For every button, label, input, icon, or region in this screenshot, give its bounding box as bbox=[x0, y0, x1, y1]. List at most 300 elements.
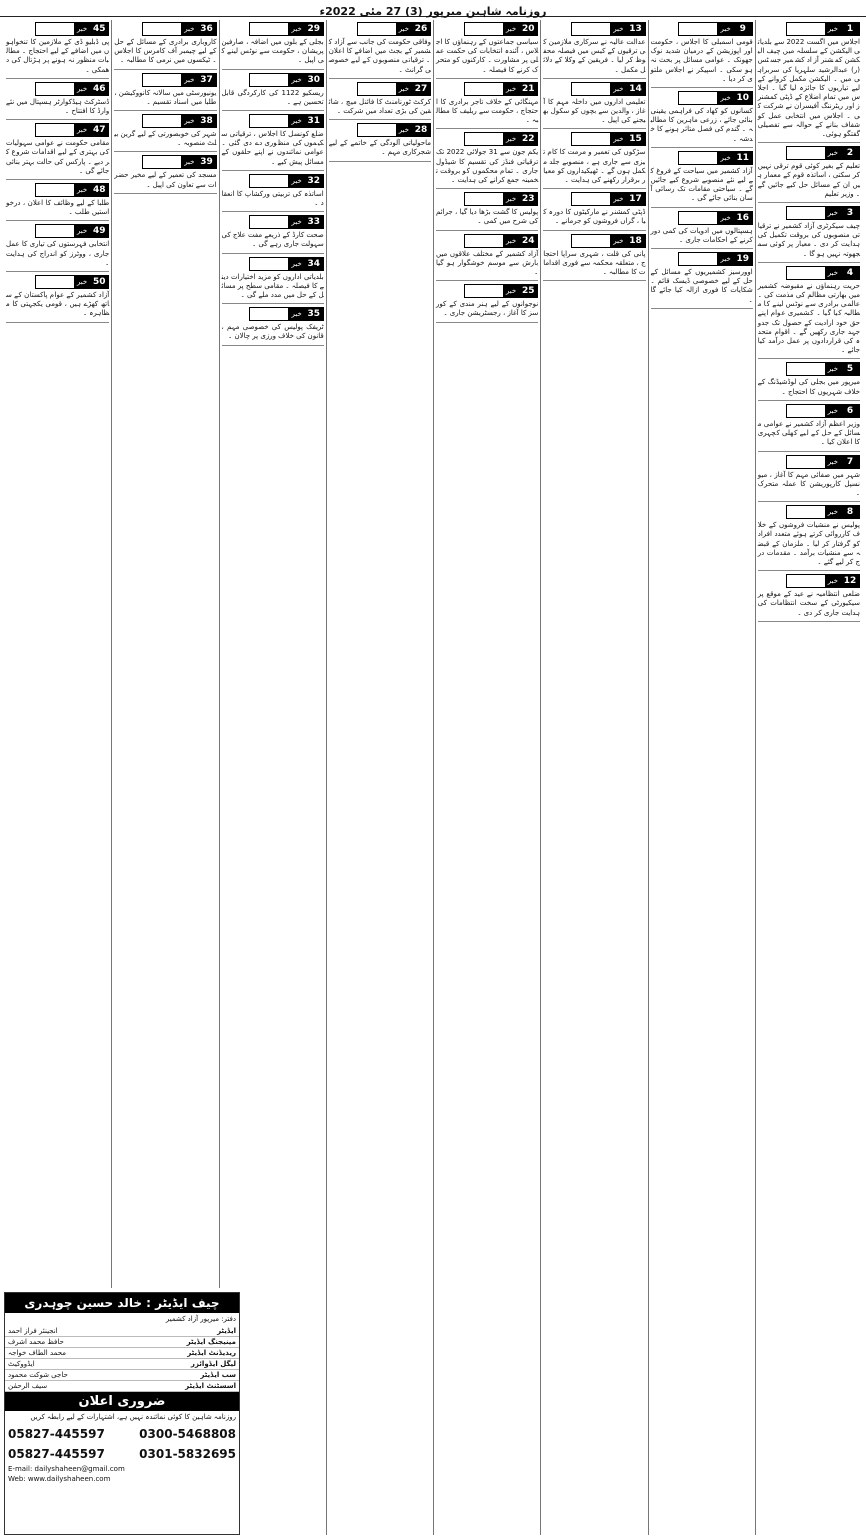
news-story bbox=[651, 22, 753, 84]
story-tag-label: خبر bbox=[826, 22, 840, 36]
story-number-tag bbox=[758, 404, 860, 418]
news-column bbox=[111, 20, 218, 1288]
news-story bbox=[543, 82, 645, 126]
story-divider bbox=[222, 170, 324, 171]
story-number-tag bbox=[114, 114, 216, 128]
story-number: 29 bbox=[304, 22, 324, 36]
staff-name: انجینئر فراز احمد bbox=[8, 1327, 58, 1335]
news-story bbox=[6, 224, 109, 268]
story-tag-label: خبر bbox=[611, 22, 625, 36]
story-tag-label: خبر bbox=[75, 224, 89, 238]
story-tag-box bbox=[357, 123, 397, 137]
story-text: میرپور میں بجلی کی لوڈشیڈنگ کے خلاف شہریوں کا احتجاج ۔ bbox=[757, 378, 860, 396]
news-story bbox=[6, 183, 109, 217]
news-story bbox=[758, 22, 860, 139]
story-number-tag bbox=[758, 505, 860, 519]
story-number: 30 bbox=[304, 73, 324, 87]
story-text: تعلیم کے بغیر کوئی قوم ترقی نہیں کر سکتی ، اساتذہ قوم کے معمار ہیں ان کے مسائل حل کیے جائیں گے ۔ وزیر تعلیم bbox=[757, 162, 860, 198]
story-tag-box bbox=[786, 266, 826, 280]
story-number-tag bbox=[758, 206, 860, 220]
story-text: پولیس نے منشیات فروشوں کے خلاف کارروائی کرتے ہوئے متعدد افراد کو گرفتار کر لیا ۔ ملزمان کے قبضہ سے منشیات برآمد ۔ مقدمات درج کر لیے گئے ۔ bbox=[757, 521, 860, 566]
story-divider bbox=[651, 248, 753, 249]
story-divider bbox=[329, 161, 431, 162]
story-text: عدالت عالیہ نے سرکاری ملازمین کی ترقیوں کے کیس میں فیصلہ محفوظ کر لیا ۔ فریقین کے وکلا کے دلائل مکمل ۔ bbox=[543, 38, 646, 74]
news-story bbox=[651, 252, 753, 305]
story-number: 1 bbox=[840, 22, 860, 36]
story-tag-label: خبر bbox=[182, 155, 196, 169]
story-divider bbox=[758, 570, 860, 571]
news-story bbox=[758, 404, 860, 448]
story-tag-label: خبر bbox=[718, 22, 732, 36]
story-tag-box bbox=[464, 82, 504, 96]
story-tag-box bbox=[357, 22, 397, 36]
story-text: بجلی کے بلوں میں اضافہ ، صارفین پریشان ، حکومت سے نوٹس لینے کی اپیل ۔ bbox=[221, 38, 324, 65]
story-text: یونیورسٹی میں سالانہ کانووکیشن ، طلبا میں اسناد تقسیم ۔ bbox=[114, 88, 217, 106]
story-number-tag bbox=[651, 91, 753, 105]
news-story bbox=[222, 174, 324, 208]
story-text: صحت کارڈ کے ذریعے مفت علاج کی سہولت جاری رہے گی ۔ bbox=[221, 231, 324, 249]
story-tag-box bbox=[249, 174, 289, 188]
story-number: 27 bbox=[411, 82, 431, 96]
story-tag-label: خبر bbox=[289, 215, 303, 229]
story-tag-label: خبر bbox=[826, 404, 840, 418]
story-number: 38 bbox=[197, 114, 217, 128]
story-tag-label: خبر bbox=[611, 82, 625, 96]
story-text: ٹریفک پولیس کی خصوصی مہم ، قانون کی خلاف ورزی پر چالان ۔ bbox=[221, 323, 324, 341]
staff-name: حافظ محمد اشرف bbox=[8, 1338, 64, 1346]
news-story bbox=[651, 151, 753, 204]
phone-number: 0300-5468808 bbox=[139, 1427, 236, 1441]
story-divider bbox=[222, 253, 324, 254]
story-number: 15 bbox=[626, 132, 646, 146]
story-tag-label: خبر bbox=[504, 22, 518, 36]
news-story bbox=[114, 155, 216, 189]
story-tag-box bbox=[464, 234, 504, 248]
story-tag-box bbox=[142, 114, 182, 128]
story-tag-label: خبر bbox=[289, 174, 303, 188]
news-story bbox=[543, 132, 645, 185]
story-text: آزاد کشمیر میں سیاحت کے فروغ کے لیے نئے منصوبے شروع کیے جائیں گے ۔ سیاحتی مقامات تک رسائی آسان بنائی جائے گی ۔ bbox=[650, 166, 753, 203]
story-divider bbox=[114, 151, 216, 152]
story-tag-box bbox=[249, 307, 289, 321]
story-text: نوجوانوں کے لیے ہنر مندی کے کورسز کا آغاز ، رجسٹریشن جاری ۔ bbox=[436, 300, 539, 318]
story-divider bbox=[114, 110, 216, 111]
news-story bbox=[758, 455, 860, 499]
news-story bbox=[543, 192, 645, 226]
story-number: 21 bbox=[518, 82, 538, 96]
story-tag-label: خبر bbox=[826, 505, 840, 519]
staff-row bbox=[5, 1381, 239, 1392]
story-text: حریت رہنماؤں نے مقبوضہ کشمیر میں بھارتی مظالم کی مذمت کی ۔ عالمی برادری سے نوٹس لینے کا مطالبہ کیا گیا ۔ کشمیری عوام اپنے حق خود ارادیت کے حصول تک جدوجہد جاری رکھیں گے ۔ اقوام متحدہ کی قراردادوں پر عمل درآمد کیا جائے ۔ bbox=[757, 281, 860, 355]
story-number: 48 bbox=[89, 183, 109, 197]
story-number: 19 bbox=[733, 252, 753, 266]
story-tag-box bbox=[357, 82, 397, 96]
story-number: 11 bbox=[733, 151, 753, 165]
story-number-tag bbox=[651, 211, 753, 225]
story-tag-box bbox=[249, 215, 289, 229]
story-number-tag bbox=[436, 192, 538, 206]
story-divider bbox=[758, 262, 860, 263]
story-text: شہر کی خوبصورتی کے لیے گرین بیلٹ منصوبہ ۔ bbox=[114, 130, 217, 148]
story-text: ضلع کونسل کا اجلاس ، ترقیاتی سکیموں کی منظوری دے دی گئی ۔ عوامی نمائندوں نے اپنے حلقوں کے مسائل پیش کیے ۔ bbox=[221, 130, 324, 166]
news-story bbox=[436, 132, 538, 185]
story-tag-box bbox=[35, 183, 75, 197]
news-story bbox=[329, 123, 431, 157]
story-text: آزاد کشمیر کے مختلف علاقوں میں بارش سے موسم خوشگوار ہو گیا ۔ bbox=[436, 249, 539, 277]
story-number: 26 bbox=[411, 22, 431, 36]
story-tag-label: خبر bbox=[75, 183, 89, 197]
story-divider bbox=[436, 280, 538, 281]
story-number: 8 bbox=[840, 505, 860, 519]
story-text: کاروباری برادری کے مسائل کے حل کے لیے چیمبر آف کامرس کا اجلاس ۔ ٹیکسوں میں نرمی کا مطالبہ ۔ bbox=[114, 38, 217, 65]
story-number: 37 bbox=[197, 73, 217, 87]
story-number: 49 bbox=[89, 224, 109, 238]
story-number-tag bbox=[6, 123, 109, 137]
story-number-tag bbox=[758, 362, 860, 376]
news-column bbox=[755, 20, 862, 1535]
story-tag-label: خبر bbox=[75, 22, 89, 36]
story-tag-box bbox=[35, 22, 75, 36]
story-number-tag bbox=[436, 22, 538, 36]
story-text: طلبا کے لیے وظائف کا اعلان ، درخواستیں طلب ۔ bbox=[6, 199, 110, 217]
story-divider bbox=[329, 119, 431, 120]
story-number-tag bbox=[436, 284, 538, 298]
story-text: اوورسیز کشمیریوں کے مسائل کے حل کے لیے خصوصی ڈیسک قائم ۔ شکایات کا فوری ازالہ کیا جائے گا ۔ bbox=[650, 268, 753, 304]
story-tag-box bbox=[786, 146, 826, 160]
news-story bbox=[651, 211, 753, 245]
story-divider bbox=[222, 345, 324, 346]
important-notice-text: روزنامہ شاہین کا کوئی نمائندہ نہیں ہے، اشتہارات کے لیے رابطہ کریں bbox=[30, 1413, 236, 1421]
story-divider bbox=[6, 78, 109, 79]
story-divider bbox=[114, 193, 216, 194]
story-divider bbox=[436, 322, 538, 323]
story-divider bbox=[651, 87, 753, 88]
story-divider bbox=[543, 280, 645, 281]
story-text: وزیر اعظم آزاد کشمیر نے عوامی مسائل کے حل کے لیے کھلی کچہری کا اعلان کیا ۔ bbox=[757, 419, 860, 447]
story-tag-label: خبر bbox=[289, 114, 303, 128]
story-tag-box bbox=[142, 155, 182, 169]
chief-editor-name: خالد حسین چوہدری bbox=[24, 1296, 142, 1310]
story-number: 45 bbox=[89, 22, 109, 36]
story-tag-box bbox=[571, 82, 611, 96]
story-divider bbox=[329, 78, 431, 79]
story-tag-label: خبر bbox=[611, 192, 625, 206]
story-tag-label: خبر bbox=[504, 234, 518, 248]
story-number-tag bbox=[114, 155, 216, 169]
story-tag-label: خبر bbox=[182, 114, 196, 128]
story-tag-label: خبر bbox=[826, 362, 840, 376]
story-tag-box bbox=[464, 22, 504, 36]
story-number: 24 bbox=[518, 234, 538, 248]
story-tag-label: خبر bbox=[289, 73, 303, 87]
story-tag-label: خبر bbox=[504, 284, 518, 298]
story-number: 16 bbox=[733, 211, 753, 225]
story-number-tag bbox=[222, 114, 324, 128]
story-number: 46 bbox=[89, 82, 109, 96]
story-tag-label: خبر bbox=[289, 22, 303, 36]
story-number-tag bbox=[758, 266, 860, 280]
story-tag-box bbox=[35, 275, 75, 289]
story-text: بلدیاتی اداروں کو مزید اختیارات دینے کا فیصلہ ۔ مقامی سطح پر مسائل کے حل میں مدد ملے گی ۔ bbox=[221, 272, 324, 300]
story-tag-label: خبر bbox=[289, 257, 303, 271]
story-divider bbox=[6, 220, 109, 221]
story-number-tag bbox=[543, 234, 645, 248]
story-tag-box bbox=[35, 82, 75, 96]
story-number: 50 bbox=[89, 275, 109, 289]
staff-row bbox=[5, 1348, 239, 1359]
page-header bbox=[0, 0, 866, 17]
story-tag-label: خبر bbox=[504, 82, 518, 96]
story-tag-box bbox=[786, 505, 826, 519]
story-divider bbox=[651, 207, 753, 208]
story-divider bbox=[758, 400, 860, 401]
story-number-tag bbox=[758, 146, 860, 160]
story-number: 9 bbox=[733, 22, 753, 36]
story-number: 13 bbox=[626, 22, 646, 36]
phone-number: 05827-445597 bbox=[8, 1447, 105, 1461]
story-divider bbox=[758, 621, 860, 622]
story-text: چیف سیکرٹری آزاد کشمیر نے ترقیاتی منصوبوں کی بروقت تکمیل کی ہدایت کر دی ۔ معیار پر کوئی سمجھوتہ نہیں ہو گا ۔ bbox=[757, 222, 860, 258]
story-tag-box bbox=[464, 284, 504, 298]
news-story bbox=[758, 505, 860, 567]
story-number-tag bbox=[543, 82, 645, 96]
story-number-tag bbox=[6, 224, 109, 238]
story-tag-label: خبر bbox=[718, 252, 732, 266]
news-story bbox=[114, 22, 216, 66]
news-story bbox=[222, 73, 324, 107]
story-number: 17 bbox=[626, 192, 646, 206]
story-number-tag bbox=[329, 82, 431, 96]
story-tag-label: خبر bbox=[826, 574, 840, 588]
story-number: 28 bbox=[411, 123, 431, 137]
story-text: اجلاس میں اگست 2022 سے بلدیاتی الیکشن کے سلسلہ میں چیف الیکشن کمشنر آزاد کشمیر جسٹس (ر) عبدالرشید سلہریا کی سربراہی میں ۔ الیکشن مکمل کروانے کے لیے تیاریوں کا جائزہ لیا گیا ۔ اجلاس میں تمام اضلاع کے ڈپٹی کمشنرز اور ریٹرننگ آفیسران نے شرکت کی ۔ اجلاس میں انتخابی عمل کو شفاف بنانے کے حوالہ سے تفصیلی گفتگو ہوئی۔ bbox=[757, 38, 860, 139]
story-tag-box bbox=[678, 211, 718, 225]
staff-role: ایڈیٹر bbox=[217, 1327, 236, 1335]
story-tag-box bbox=[786, 22, 826, 36]
staff-role: مینیجنگ ایڈیٹر bbox=[186, 1338, 236, 1346]
staff-role: لیگل ایڈوائزر bbox=[190, 1360, 236, 1368]
story-tag-box bbox=[786, 574, 826, 588]
story-tag-label: خبر bbox=[611, 132, 625, 146]
news-story bbox=[222, 22, 324, 66]
office-address: دفتر: میرپور آزاد کشمیر bbox=[165, 1315, 236, 1323]
story-divider bbox=[436, 128, 538, 129]
news-story bbox=[758, 574, 860, 618]
story-tag-box bbox=[786, 455, 826, 469]
news-story bbox=[222, 257, 324, 301]
news-story bbox=[436, 82, 538, 126]
story-number: 12 bbox=[840, 574, 860, 588]
story-divider bbox=[758, 202, 860, 203]
story-divider bbox=[222, 110, 324, 111]
story-number: 23 bbox=[518, 192, 538, 206]
story-divider bbox=[222, 69, 324, 70]
staff-role: اسسٹنٹ ایڈیٹر bbox=[185, 1382, 236, 1390]
story-text: ریسکیو 1122 کی کارکردگی قابل تحسین ہے ۔ bbox=[221, 88, 324, 106]
news-column bbox=[219, 20, 326, 1288]
news-story bbox=[758, 206, 860, 259]
chief-editor-banner: چیف ایڈیٹر : خالد حسین چوہدری bbox=[5, 1293, 239, 1313]
story-number-tag bbox=[329, 22, 431, 36]
story-number: 18 bbox=[626, 234, 646, 248]
news-column bbox=[433, 20, 540, 1535]
story-number: 22 bbox=[518, 132, 538, 146]
story-divider bbox=[543, 188, 645, 189]
story-number: 3 bbox=[840, 206, 860, 220]
story-tag-box bbox=[678, 91, 718, 105]
story-number-tag bbox=[436, 82, 538, 96]
story-tag-box bbox=[571, 22, 611, 36]
story-number: 32 bbox=[304, 174, 324, 188]
story-divider bbox=[543, 78, 645, 79]
news-story bbox=[436, 234, 538, 278]
story-tag-box bbox=[678, 22, 718, 36]
phone-number: 0301-5832695 bbox=[139, 1447, 236, 1461]
story-number-tag bbox=[222, 174, 324, 188]
story-divider bbox=[758, 358, 860, 359]
story-number: 35 bbox=[304, 307, 324, 321]
story-tag-box bbox=[786, 362, 826, 376]
story-tag-label: خبر bbox=[718, 211, 732, 225]
news-story bbox=[758, 266, 860, 356]
story-text: پانی کی قلت ، شہری سراپا احتجاج ، متعلقہ محکمہ سے فوری اقدامات کا مطالبہ ۔ bbox=[543, 249, 646, 277]
news-column bbox=[648, 20, 755, 1535]
story-divider bbox=[436, 188, 538, 189]
story-number: 34 bbox=[304, 257, 324, 271]
story-tag-label: خبر bbox=[826, 146, 840, 160]
story-text: سڑکوں کی تعمیر و مرمت کا کام تیزی سے جاری ہے ، منصوبے جلد مکمل ہوں گے ۔ ٹھیکیداروں کو معیار برقرار رکھنے کی ہدایت ۔ bbox=[543, 148, 646, 185]
staff-name: سیف الرحمٰن bbox=[8, 1382, 48, 1390]
story-number: 5 bbox=[840, 362, 860, 376]
story-number: 25 bbox=[518, 284, 538, 298]
story-divider bbox=[222, 211, 324, 212]
news-story bbox=[436, 192, 538, 226]
story-tag-label: خبر bbox=[397, 82, 411, 96]
news-story bbox=[329, 82, 431, 116]
news-story bbox=[436, 22, 538, 75]
story-number-tag bbox=[758, 574, 860, 588]
story-number-tag bbox=[543, 192, 645, 206]
story-number-tag bbox=[651, 151, 753, 165]
newspaper-title: روزنامہ شاہین میرپور (3) 27 مئی 2022ء bbox=[319, 5, 547, 18]
staff-row bbox=[5, 1326, 239, 1337]
story-number: 20 bbox=[518, 22, 538, 36]
story-text: ماحولیاتی آلودگی کے خاتمے کے لیے شجرکاری مہم ۔ bbox=[328, 139, 431, 157]
story-divider bbox=[651, 147, 753, 148]
story-number-tag bbox=[114, 73, 216, 87]
masthead-box bbox=[4, 1292, 240, 1535]
story-tag-label: خبر bbox=[504, 132, 518, 146]
staff-row bbox=[5, 1370, 239, 1381]
staff-name: ایڈووکیٹ bbox=[8, 1360, 35, 1368]
news-story bbox=[222, 114, 324, 167]
story-text: تعلیمی اداروں میں داخلہ مہم کا آغاز ، والدین سے بچوں کو سکول بھیجنے کی اپیل ۔ bbox=[543, 97, 646, 125]
story-tag-box bbox=[571, 234, 611, 248]
story-divider bbox=[436, 78, 538, 79]
news-column bbox=[326, 20, 433, 1535]
important-notice-title: ضروری اعلان bbox=[5, 1392, 239, 1411]
story-tag-box bbox=[571, 192, 611, 206]
news-story bbox=[114, 73, 216, 107]
phone-number: 05827-445597 bbox=[8, 1427, 105, 1441]
story-number: 4 bbox=[840, 266, 860, 280]
story-tag-label: خبر bbox=[75, 275, 89, 289]
story-number-tag bbox=[222, 73, 324, 87]
website-text: Web: www.dailyshaheen.com bbox=[8, 1475, 111, 1483]
staff-row bbox=[5, 1359, 239, 1370]
story-tag-box bbox=[249, 257, 289, 271]
story-number-tag bbox=[222, 215, 324, 229]
story-divider bbox=[543, 128, 645, 129]
news-story bbox=[543, 22, 645, 75]
story-number-tag bbox=[758, 22, 860, 36]
story-number: 6 bbox=[840, 404, 860, 418]
news-story bbox=[543, 234, 645, 278]
story-divider bbox=[114, 69, 216, 70]
story-number: 39 bbox=[197, 155, 217, 169]
story-tag-label: خبر bbox=[289, 307, 303, 321]
news-column bbox=[540, 20, 647, 1535]
story-number: 2 bbox=[840, 146, 860, 160]
story-tag-label: خبر bbox=[75, 82, 89, 96]
story-tag-label: خبر bbox=[718, 151, 732, 165]
story-number-tag bbox=[222, 22, 324, 36]
story-tag-box bbox=[571, 132, 611, 146]
story-text: قومی اسمبلی کا اجلاس ، حکومت اور اپوزیشن کے درمیان شدید نوک جھونک ۔ عوامی مسائل پر بحث نہ ہو سکی ۔ اسپیکر نے اجلاس ملتوی کر دیا ۔ bbox=[650, 38, 753, 83]
news-story bbox=[114, 114, 216, 148]
story-text: آزاد کشمیر کے عوام پاکستان کے ساتھ کھڑے ہیں ، قومی یکجہتی کا مظاہرہ ۔ bbox=[6, 291, 110, 318]
story-tag-box bbox=[142, 73, 182, 87]
story-tag-label: خبر bbox=[182, 22, 196, 36]
news-story bbox=[6, 275, 109, 319]
story-divider bbox=[543, 230, 645, 231]
story-number: 47 bbox=[89, 123, 109, 137]
story-number-tag bbox=[6, 183, 109, 197]
story-number-tag bbox=[222, 307, 324, 321]
news-story bbox=[436, 284, 538, 318]
story-tag-box bbox=[249, 73, 289, 87]
story-text: مہنگائی کے خلاف تاجر برادری کا احتجاج ، حکومت سے ریلیف کا مطالبہ ۔ bbox=[436, 97, 539, 125]
news-story bbox=[6, 22, 109, 75]
story-number-tag bbox=[543, 132, 645, 146]
story-tag-box bbox=[249, 22, 289, 36]
story-tag-box bbox=[464, 192, 504, 206]
story-divider bbox=[758, 451, 860, 452]
story-divider bbox=[6, 271, 109, 272]
story-number-tag bbox=[543, 22, 645, 36]
staff-name: محمد الطاف خواجہ bbox=[8, 1349, 66, 1357]
story-tag-box bbox=[464, 132, 504, 146]
story-tag-box bbox=[786, 206, 826, 220]
staff-name: حاجی شوکت محمود bbox=[8, 1371, 68, 1379]
story-number: 31 bbox=[304, 114, 324, 128]
story-text: وفاقی حکومت کی جانب سے آزاد کشمیر کے بجٹ میں اضافے کا اعلان ۔ ترقیاتی منصوبوں کے لیے خصوصی گرانٹ ۔ bbox=[328, 38, 431, 74]
story-text: سیاسی جماعتوں کے رہنماؤں کا اجلاس ، آئندہ انتخابات کی حکمت عملی پر مشاورت ۔ کارکنوں کو متحرک کرنے کا فیصلہ ۔ bbox=[436, 38, 539, 74]
story-number-tag bbox=[758, 455, 860, 469]
news-story bbox=[222, 215, 324, 249]
story-text: ہسپتالوں میں ادویات کی کمی دور کرنے کے احکامات جاری ۔ bbox=[650, 226, 753, 244]
story-tag-label: خبر bbox=[611, 234, 625, 248]
story-tag-label: خبر bbox=[826, 206, 840, 220]
story-number-tag bbox=[436, 234, 538, 248]
story-text: کرکٹ ٹورنامنٹ کا فائنل میچ ، شائقین کی بڑی تعداد میں شرکت ۔ bbox=[328, 97, 431, 116]
story-text: مسجد کی تعمیر کے لیے مخیر حضرات سے تعاون کی اپیل ۔ bbox=[114, 171, 217, 189]
story-divider bbox=[222, 303, 324, 304]
story-text: پولیس کا گشت بڑھا دیا گیا ، جرائم کی شرح میں کمی ۔ bbox=[436, 208, 539, 226]
story-tag-label: خبر bbox=[826, 266, 840, 280]
story-number-tag bbox=[6, 82, 109, 96]
story-text: یکم جون سے 31 جولائی 2022 تک ترقیاتی فنڈز کی تقسیم کا شیڈول جاری ۔ تمام محکموں کو بروقت تخمینہ جمع کرانے کی ہدایت ۔ bbox=[436, 148, 539, 185]
